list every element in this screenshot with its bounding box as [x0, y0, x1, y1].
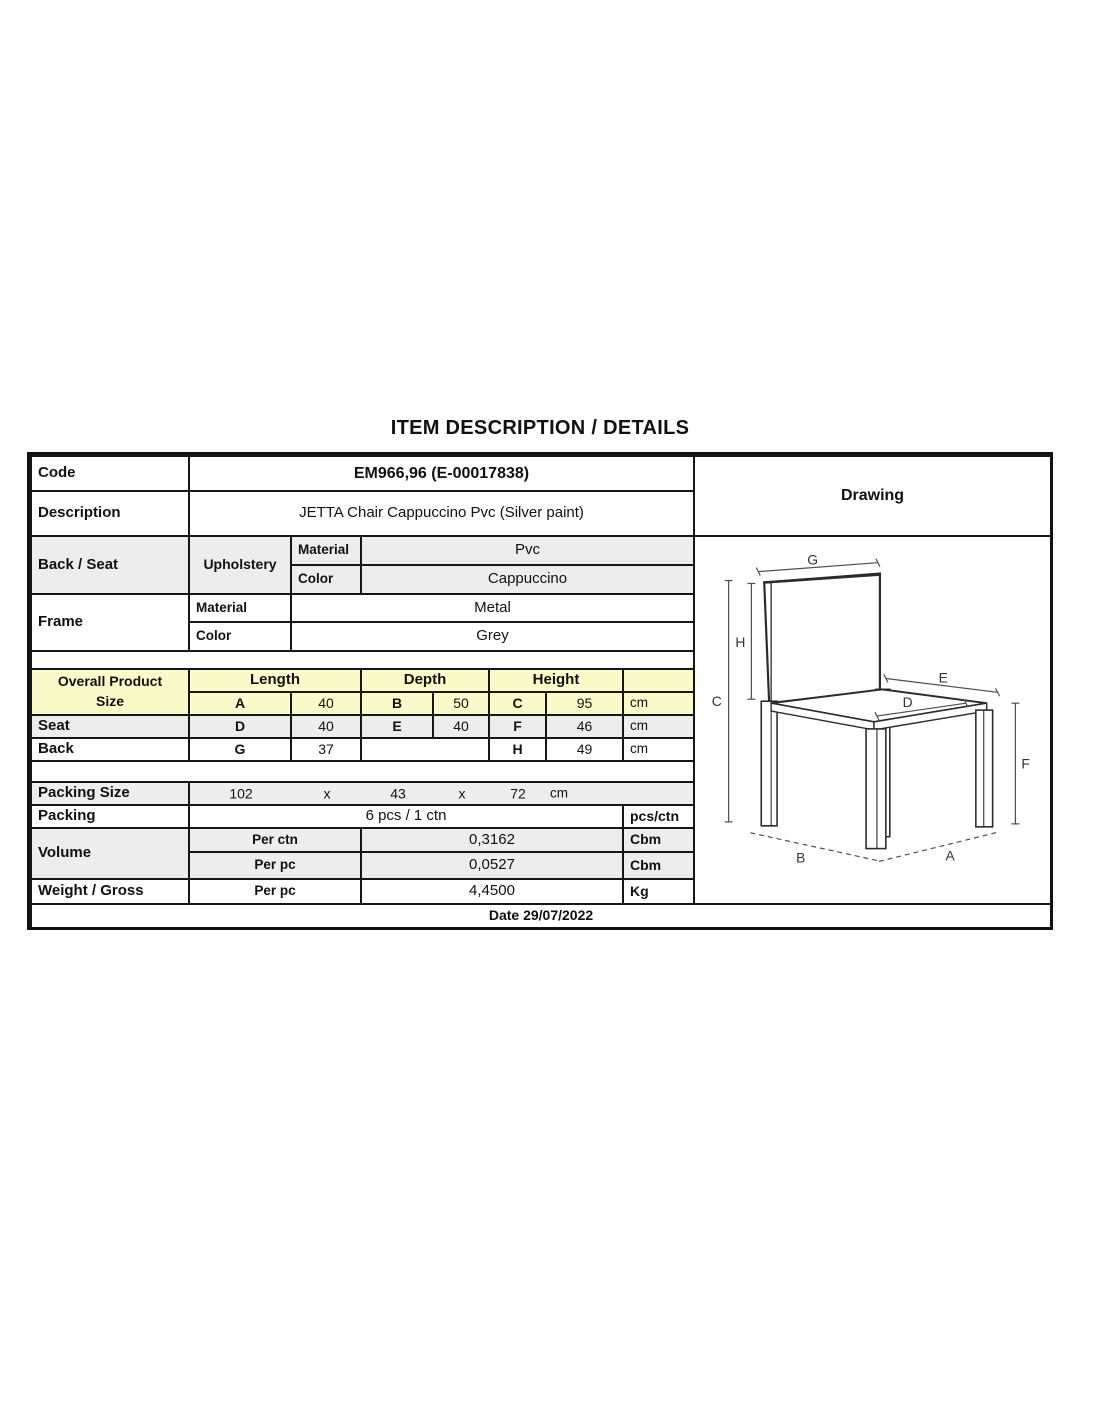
packing-size-unit: cm	[550, 785, 568, 801]
volume-key-1: Per pc	[188, 851, 362, 880]
back-k1: G	[188, 737, 292, 762]
packing-size-v2: 43	[390, 784, 406, 801]
seat-v2: 40	[432, 714, 490, 739]
description-value: JETTA Chair Cappuccino Pvc (Silver paint)	[188, 490, 695, 537]
dim-label-D: D	[902, 694, 913, 711]
packing-size-x2: x	[458, 784, 466, 801]
bs-material-label: Material	[290, 535, 362, 566]
dim-label-B: B	[796, 849, 806, 866]
back-k3: H	[488, 737, 547, 762]
packing-size-value	[188, 781, 695, 806]
chair-drawing	[695, 537, 1050, 903]
size-label-line2: Size	[95, 693, 124, 709]
description-label: Description	[30, 490, 190, 537]
dim-line-A	[879, 832, 1000, 862]
height-header: Height	[488, 668, 624, 693]
drawing-header: Drawing	[693, 455, 1052, 537]
weight-label: Weight / Gross	[30, 878, 190, 905]
chair-leg-back-left	[761, 701, 777, 826]
code-value: EM966,96 (E-00017838)	[188, 455, 695, 492]
upholstery-label: Upholstery	[188, 535, 292, 595]
bs-color-label: Color	[290, 564, 362, 595]
dim-label-A: A	[945, 847, 955, 864]
spacer-row	[30, 760, 695, 783]
frame-color-label: Color	[188, 621, 292, 652]
code-label: Code	[30, 455, 190, 492]
seat-k3: F	[488, 714, 547, 739]
volume-key-0: Per ctn	[188, 827, 362, 853]
packing-label: Packing	[30, 804, 190, 829]
size-section-label	[30, 668, 190, 716]
back-v1: 37	[290, 737, 362, 762]
packing-size-v3: 72	[510, 784, 526, 801]
length-header: Length	[188, 668, 362, 693]
seat-row-label: Seat	[30, 714, 190, 739]
bs-material-value: Pvc	[360, 535, 695, 566]
volume-label: Volume	[30, 827, 190, 880]
seat-k2: E	[360, 714, 434, 739]
volume-value-0: 0,3162	[360, 827, 624, 853]
frame-color-value: Grey	[290, 621, 695, 652]
volume-unit-1: Cbm	[622, 851, 695, 880]
chair-backrest	[764, 574, 880, 704]
weight-key: Per pc	[188, 878, 362, 905]
size-overall-v3: 95	[545, 691, 624, 716]
back-depth-empty	[360, 737, 490, 762]
dim-label-H: H	[735, 633, 746, 650]
back-seat-label: Back / Seat	[30, 535, 190, 595]
page-title: ITEM DESCRIPTION / DETAILS	[390, 417, 690, 439]
size-overall-k2: B	[360, 691, 434, 716]
size-overall-v2: 50	[432, 691, 490, 716]
back-unit: cm	[622, 737, 695, 762]
seat-k1: D	[188, 714, 292, 739]
size-overall-k3: C	[488, 691, 547, 716]
size-overall-k1: A	[188, 691, 292, 716]
volume-unit-0: Cbm	[622, 827, 695, 853]
back-v3: 49	[545, 737, 624, 762]
spacer-row	[30, 650, 695, 670]
dim-label-E: E	[938, 669, 948, 686]
weight-unit: Kg	[622, 878, 695, 905]
seat-unit: cm	[622, 714, 695, 739]
packing-size-label: Packing Size	[30, 781, 190, 806]
frame-material-label: Material	[188, 593, 292, 623]
seat-v1: 40	[290, 714, 362, 739]
depth-header: Depth	[360, 668, 490, 693]
packing-size-x1: x	[323, 784, 331, 801]
dim-label-C: C	[711, 693, 722, 710]
date-row: Date 29/07/2022	[30, 903, 1052, 929]
drawing-cell	[693, 535, 1052, 905]
size-overall-v1: 40	[290, 691, 362, 716]
dim-label-G: G	[807, 551, 819, 568]
dim-line-B	[750, 833, 877, 861]
seat-v3: 46	[545, 714, 624, 739]
size-overall-unit: cm	[622, 691, 695, 716]
volume-value-1: 0,0527	[360, 851, 624, 880]
frame-label: Frame	[30, 593, 190, 652]
dim-line-G	[758, 563, 878, 572]
dim-label-F: F	[1021, 755, 1030, 772]
packing-value: 6 pcs / 1 ctn	[188, 804, 624, 829]
size-label-line1: Overall Product	[57, 673, 163, 690]
size-header-empty	[622, 668, 695, 693]
frame-material-value: Metal	[290, 593, 695, 623]
chair-leg-front	[866, 729, 886, 849]
packing-size-v1: 102	[229, 784, 253, 801]
back-row-label: Back	[30, 737, 190, 762]
bs-color-value: Cappuccino	[360, 564, 695, 595]
packing-unit: pcs/ctn	[622, 804, 695, 829]
weight-value: 4,4500	[360, 878, 624, 905]
